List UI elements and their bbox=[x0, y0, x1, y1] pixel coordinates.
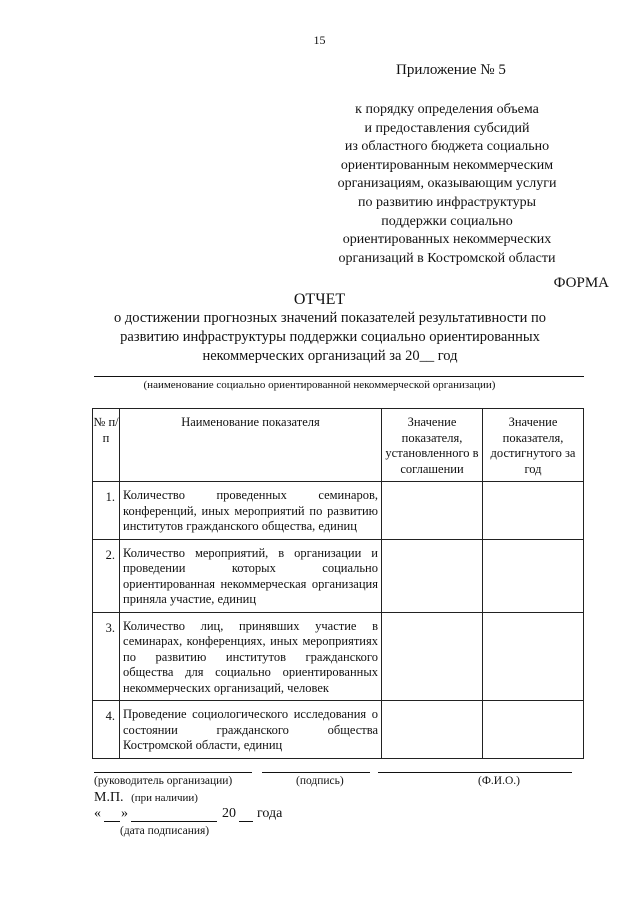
appendix-description-line: организаций в Костромской области bbox=[338, 250, 556, 266]
header-achieved: Значение показателя, достигнутого за год bbox=[483, 409, 584, 482]
appendix-description-line: поддержки социально bbox=[381, 213, 513, 229]
report-subtitle bbox=[80, 309, 580, 366]
date-day-line[interactable] bbox=[104, 821, 120, 822]
table-row bbox=[93, 539, 584, 612]
appendix-description bbox=[300, 101, 594, 268]
report-subtitle-line: развитию инфраструктуры поддержки социально ориентированных bbox=[120, 329, 540, 345]
header-num: № п/п bbox=[93, 409, 120, 482]
date-close-quote: » bbox=[121, 806, 128, 821]
row-achieved-cell[interactable] bbox=[483, 482, 584, 540]
appendix-description-line: организациям, оказывающим услуги bbox=[337, 176, 557, 192]
row-name: Проведение социологического исследования о состоянии гражданского общества Костромской области, единиц bbox=[120, 701, 382, 759]
signature-line bbox=[262, 772, 370, 773]
row-name: Количество мероприятий, в организации и проведении которых социально ориентированная некоммерческая организация приняла участие, единиц bbox=[120, 539, 382, 612]
header-name: Наименование показателя bbox=[120, 409, 382, 482]
row-planned-cell[interactable] bbox=[382, 612, 483, 701]
indicators-table bbox=[92, 408, 584, 759]
row-num: 2. bbox=[93, 539, 120, 612]
table-row bbox=[93, 482, 584, 540]
appendix-description-line: из областного бюджета социально bbox=[344, 139, 550, 155]
table-header-row bbox=[93, 409, 584, 482]
row-planned-cell[interactable] bbox=[382, 701, 483, 759]
row-planned-cell[interactable] bbox=[382, 539, 483, 612]
appendix-description-line: ориентированных некоммерческих bbox=[342, 232, 552, 248]
date-year-line[interactable] bbox=[239, 821, 253, 822]
header-planned: Значение показателя, установленного в соглашении bbox=[382, 409, 483, 482]
row-achieved-cell[interactable] bbox=[483, 701, 584, 759]
row-achieved-cell[interactable] bbox=[483, 539, 584, 612]
signature-label: (подпись) bbox=[296, 775, 344, 787]
date-open-quote: « bbox=[94, 806, 101, 821]
appendix-description-line: по развитию инфраструктуры bbox=[358, 194, 536, 210]
appendix-description-line: и предоставления субсидий bbox=[364, 120, 530, 136]
row-planned-cell[interactable] bbox=[382, 482, 483, 540]
form-label: ФОРМА bbox=[553, 275, 609, 291]
head-label: (руководитель организации) bbox=[94, 775, 233, 787]
row-name: Количество проведенных семинаров, конференций, иных мероприятий по развитию институтов гражданского общества, единиц bbox=[120, 482, 382, 540]
appendix-description-line: ориентированным некоммерческим bbox=[340, 157, 554, 173]
fio-line bbox=[378, 772, 572, 773]
page-number: 15 bbox=[313, 33, 326, 47]
stamp-note: (при наличии) bbox=[131, 792, 198, 804]
report-title: ОТЧЕТ bbox=[293, 291, 346, 308]
row-num: 1. bbox=[93, 482, 120, 540]
row-achieved-cell[interactable] bbox=[483, 612, 584, 701]
row-name: Количество лиц, принявших участие в семинарах, конференциях, иных мероприятиях по развитию институтов гражданского общества для социально ориентированных некоммерческих организаций, человек bbox=[120, 612, 382, 701]
row-num: 4. bbox=[93, 701, 120, 759]
date-year-suffix: года bbox=[257, 806, 283, 821]
stamp-label bbox=[94, 790, 198, 806]
org-name-line bbox=[94, 376, 584, 377]
head-name-line bbox=[94, 772, 252, 773]
table-row bbox=[93, 612, 584, 701]
date-label: (дата подписания) bbox=[120, 825, 210, 837]
table-row bbox=[93, 701, 584, 759]
date-year-prefix: 20 bbox=[222, 806, 236, 821]
stamp-text: М.П. bbox=[94, 790, 124, 805]
org-name-caption: (наименование социально ориентированной некоммерческой организации) bbox=[143, 379, 496, 391]
fio-label: (Ф.И.О.) bbox=[478, 775, 520, 787]
report-subtitle-line: некоммерческих организаций за 20__ год bbox=[202, 348, 458, 364]
appendix-title: Приложение № 5 bbox=[396, 62, 506, 78]
report-subtitle-line: о достижении прогнозных значений показателей результативности по bbox=[114, 310, 546, 326]
row-num: 3. bbox=[93, 612, 120, 701]
date-month-line[interactable] bbox=[131, 821, 217, 822]
appendix-description-line: к порядку определения объема bbox=[355, 102, 539, 117]
